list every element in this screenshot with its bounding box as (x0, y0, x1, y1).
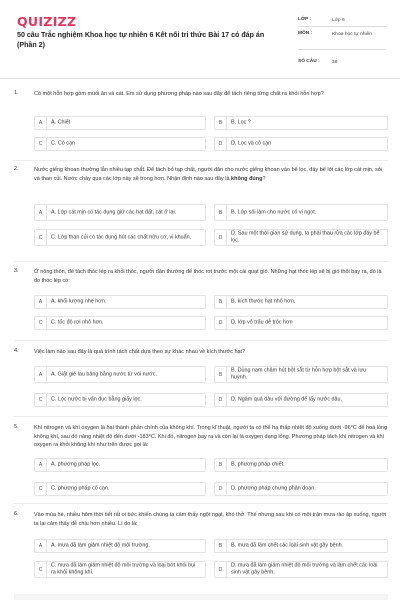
option-text: C. phương pháp cô cạn. (51, 485, 110, 492)
question-text-main: Nước giếng khoan thường lẫn nhiều tạp chất. Để tách bỏ tạp chất, người dân cho nước giếng khoan vào bể lọc, đáy bể lót các lớp cát mịn, sỏi và than củi. Nước chảy qua các lớp này sẽ trong hơn. Nhận định nào sau đây là (34, 167, 382, 182)
question-number: 4. (14, 348, 19, 354)
next-question-cutoff (14, 594, 388, 600)
option-letter: A (35, 459, 47, 471)
option-a[interactable] (34, 366, 206, 383)
option-text: B. Lớp sỏi làm cho nước có vị ngọt. (231, 208, 317, 215)
question-number: 3. (14, 268, 19, 274)
question-text: Có một hỗn hợp gồm muối ăn và cát. Em sử dụng phương pháp nào sau đây để tách riêng từng chất ra khỏi hỗn hợp? (34, 91, 324, 97)
option-text: B. Lọc ? (231, 119, 251, 126)
option-letter: C (35, 138, 47, 150)
meta-row-count (298, 50, 386, 65)
question-divider (14, 160, 388, 161)
question-text-emphasis: không đúng (231, 175, 263, 182)
option-d[interactable] (214, 229, 388, 246)
option-d[interactable] (214, 137, 388, 151)
meta-row-grade (298, 13, 386, 27)
question-divider (14, 503, 388, 504)
option-letter: B (215, 296, 227, 308)
option-c[interactable] (34, 137, 206, 151)
option-d[interactable] (214, 316, 388, 330)
option-letter: D (215, 562, 227, 577)
option-text: C. mưa đã làm giảm nhiệt độ môi trường và loại bớt khói bụi ra khỏi không khí. (51, 562, 196, 576)
option-letter: A (35, 540, 47, 552)
meta-key: SỐ CÂU : (298, 59, 320, 64)
meta-value: Lớp 6 (332, 18, 345, 23)
option-b[interactable] (214, 366, 388, 383)
option-c[interactable] (34, 482, 206, 496)
question-divider (14, 261, 388, 262)
option-letter: D (215, 230, 227, 245)
option-text: D. Sau một thời gian sử dụng, ta phải thau rửa các lớp đáy bể lọc. (231, 230, 380, 244)
option-c[interactable] (34, 393, 206, 407)
question-number: 6. (14, 511, 19, 517)
quizizz-logo[interactable]: QUIZIZZ (17, 14, 77, 29)
question-text: Khí nitrogen và khí oxygen là hai thành phần chính của không khí. Trong kĩ thuật, người ta có thể hạ thấp nhiệt độ xuống dưới -96°C để hoá lỏng không khí, sau đó nâng nhiệt độ đến dưới -183°C. Khi đó, nitrogen bay ra và còn lại là oxygen dạng lỏng. Phương pháp tách khí nitrogen và khí oxygen ra khỏi không khí như trên được gọi là: (34, 425, 388, 448)
option-letter: A (35, 205, 47, 220)
option-c[interactable] (34, 229, 206, 246)
option-text: B. phương pháp chiết. (231, 461, 285, 468)
meta-row-subject (298, 27, 386, 50)
option-text: B. mưa đã làm chết các loài sinh vật gây bệnh. (231, 542, 344, 549)
option-letter: B (215, 459, 227, 471)
question-number: 1. (14, 90, 19, 96)
option-text: A. mưa đã làm giảm nhiệt độ môi trường. (51, 542, 150, 549)
option-b[interactable] (214, 295, 388, 309)
option-text: D. mưa đã làm giảm nhiệt độ môi trường và làm chết các loài sinh vật gây bệnh. (231, 562, 378, 576)
option-letter: C (35, 230, 47, 245)
meta-table (298, 13, 386, 65)
page-title: 50 câu Trắc nghiệm Khoa học tự nhiên 6 Kết nối tri thức Bài 17 có đáp án (Phần 2) (17, 31, 265, 49)
option-letter: B (215, 367, 227, 382)
option-letter: A (35, 367, 47, 382)
meta-value: Khoa học tự nhiên (332, 32, 372, 37)
meta-value: 39 (332, 60, 338, 65)
option-d[interactable] (214, 393, 388, 407)
question-text-end: ? (262, 175, 266, 182)
option-text: B. kích thước hạt nhỏ hơn. (231, 298, 296, 305)
option-text: D. phương pháp chưng phân đoạn. (231, 485, 316, 492)
option-text: D. Ngâm quả dâu với đường để lấy nước dâu. (231, 396, 343, 403)
option-a[interactable] (34, 116, 206, 130)
option-letter: C (35, 483, 47, 495)
option-letter: A (35, 117, 47, 129)
question-text: Việc làm nào sau đây là quá trình tách chất dựa theo sự khác nhau về kích thước hạt? (34, 349, 246, 355)
option-letter: B (215, 540, 227, 552)
question-text: Ở nông thôn, để tách thóc lép ra khỏi thóc, người dân thường để thóc rơi trước một cái quạt gió. Những hạt thóc lép sẽ bị gió thổi bay ra, đó là do thóc lép có: (34, 269, 382, 284)
option-letter: C (35, 394, 47, 406)
option-c[interactable] (34, 316, 206, 330)
header-divider (0, 78, 400, 79)
option-text: A. Chiết (51, 119, 71, 126)
option-a[interactable] (34, 539, 206, 553)
question-text (34, 166, 388, 183)
option-text: B. Dùng nam châm hút bột sắt từ hỗn hợp bột sắt và lưu huỳnh. (231, 367, 367, 381)
option-text: D. Lọc và cô cạn (231, 140, 272, 147)
option-d[interactable] (214, 561, 388, 578)
question-number: 5. (14, 424, 19, 430)
option-a[interactable] (34, 204, 206, 221)
worksheet-header (0, 0, 400, 74)
option-text: A. Lớp cát mịn có tác dụng giữ các hạt đất, cát ở lại. (51, 208, 177, 215)
option-letter: D (215, 483, 227, 495)
option-letter: C (35, 317, 47, 329)
option-letter: D (215, 394, 227, 406)
option-letter: D (215, 317, 227, 329)
option-text: C. Lớp than củi có tác dụng hút các chất hữu cơ, vi khuẩn. (51, 233, 192, 240)
option-letter: B (215, 205, 227, 220)
option-letter: C (35, 562, 47, 577)
option-b[interactable] (214, 116, 388, 130)
question-divider (14, 340, 388, 341)
option-text: D. lớp vỏ trấu dễ tróc hơn (231, 319, 293, 326)
option-text: A. khối lượng nhẹ hơn. (51, 298, 107, 305)
option-letter: D (215, 138, 227, 150)
option-b[interactable] (214, 204, 388, 221)
option-c[interactable] (34, 561, 206, 578)
question-number: 2. (14, 166, 19, 172)
option-a[interactable] (34, 458, 206, 472)
option-letter: B (215, 117, 227, 129)
meta-key: MÔN : (298, 31, 313, 36)
meta-key: LỚP : (298, 17, 312, 22)
question-divider (14, 416, 388, 417)
option-letter: A (35, 296, 47, 308)
option-d[interactable] (214, 482, 388, 496)
option-b[interactable] (214, 458, 388, 472)
option-text: C. Cô cạn (51, 140, 75, 147)
option-b[interactable] (214, 539, 388, 553)
option-text: A. Giặt giẻ lau bảng bằng nước từ vòi nước. (51, 370, 157, 377)
option-text: A. phương pháp lọc. (51, 461, 101, 468)
option-text: C. tốc độ rơi nhỏ hơn. (51, 319, 104, 326)
option-a[interactable] (34, 295, 206, 309)
option-text: C. Lọc nước bị vẩn đục bằng giấy lọc. (51, 396, 142, 403)
question-text: Vào mùa hè, nhiều hôm thời tiết rất oi bức khiến chúng ta cảm thấy ngột ngạt, khó thở. Thế nhưng sau khi có một trận mưa rào ập xuống, người ta lại cảm thấy dễ chịu hơn nhiều. Lí do là: (34, 512, 387, 527)
